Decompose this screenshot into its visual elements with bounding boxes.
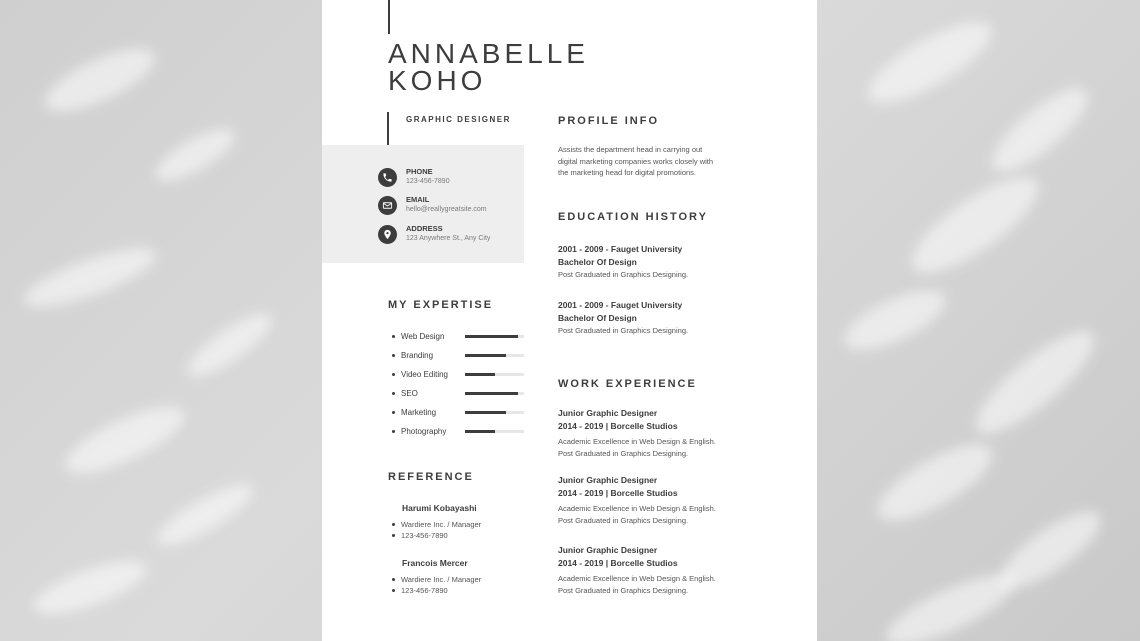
work-detail-2: Post Graduated in Graphics Designing. [558, 515, 689, 525]
skill-name: Branding [401, 350, 434, 360]
work-title: WORK EXPERIENCE [558, 378, 697, 390]
skill-name: Video Editing [401, 369, 448, 379]
skill-bar-fill [465, 335, 518, 338]
contact-phone [378, 167, 450, 187]
skill-bar-fill [465, 354, 506, 357]
contact-email [378, 195, 487, 215]
bullet-dot [392, 392, 395, 395]
work-role: Junior Graphic Designer [558, 408, 658, 418]
skill-item [392, 349, 524, 361]
work-detail-1: Academic Excellence in Web Design & English. [558, 437, 716, 446]
phone-label: PHONE [406, 167, 433, 176]
email-label: EMAIL [406, 195, 430, 204]
bullet-dot [392, 373, 395, 376]
bullet-dot [392, 523, 395, 526]
profile-title: PROFILE INFO [558, 115, 659, 127]
work-detail-2: Post Graduated in Graphics Designing. [558, 585, 689, 595]
skill-bar-fill [465, 430, 495, 433]
work-detail-2: Post Graduated in Graphics Designing. [558, 448, 689, 458]
work-item [558, 407, 716, 459]
mail-icon [378, 196, 397, 215]
bullet-dot [392, 578, 395, 581]
reference-phone-line [392, 585, 481, 596]
skill-name: Marketing [401, 407, 437, 417]
education-detail: Post Graduated in Graphics Designing. [558, 270, 689, 279]
education-item [558, 243, 688, 281]
work-role: Junior Graphic Designer [558, 475, 658, 485]
reference-name: Harumi Kobayashi [402, 503, 477, 513]
work-period: 2014 - 2019 | Borcelle Studios [558, 557, 678, 568]
bullet-dot [392, 354, 395, 357]
work-item [558, 544, 716, 596]
reference-company: Wardiere Inc. / Manager [401, 520, 482, 529]
education-title: EDUCATION HISTORY [558, 211, 708, 223]
address-value: 123 Anywhere St., Any City [406, 235, 491, 242]
education-item [558, 299, 688, 337]
skill-name: Photography [401, 426, 447, 436]
work-detail-1: Academic Excellence in Web Design & English. [558, 504, 716, 513]
skill-bar [465, 430, 524, 433]
reference-company-line [392, 519, 481, 530]
education-degree: Bachelor Of Design [558, 256, 637, 267]
resume-name [388, 40, 589, 94]
reference-phone: 123-456-7890 [401, 531, 448, 540]
profile-text [558, 144, 713, 179]
education-degree: Bachelor Of Design [558, 312, 637, 323]
skill-item [392, 406, 524, 418]
skill-item [392, 425, 524, 437]
skill-bar [465, 392, 524, 395]
work-detail-1: Academic Excellence in Web Design & English. [558, 574, 716, 583]
reference-title: REFERENCE [388, 471, 474, 483]
skill-item [392, 368, 524, 380]
location-pin-icon [378, 225, 397, 244]
reference-company-line [392, 574, 481, 585]
reference-phone: 123-456-7890 [401, 586, 448, 595]
skill-item [392, 387, 524, 399]
reference-item [392, 558, 481, 596]
work-period: 2014 - 2019 | Borcelle Studios [558, 420, 678, 431]
skill-bar-fill [465, 392, 518, 395]
phone-icon [378, 168, 397, 187]
bullet-dot [392, 335, 395, 338]
skill-bar [465, 373, 524, 376]
skill-item [392, 330, 524, 342]
profile-line: Assists the department head in carrying out [558, 145, 703, 154]
address-label: ADDRESS [406, 224, 443, 233]
email-value: hello@reallygreatsite.com [406, 206, 487, 213]
bullet-dot [392, 411, 395, 414]
job-title: GRAPHIC DESIGNER [406, 115, 511, 124]
work-role: Junior Graphic Designer [558, 545, 658, 555]
skill-bar-fill [465, 411, 506, 414]
reference-item [392, 503, 481, 541]
name-last: KOHO [388, 65, 487, 96]
reference-name: Francois Mercer [402, 558, 468, 568]
reference-phone-line [392, 530, 481, 541]
work-period: 2014 - 2019 | Borcelle Studios [558, 487, 678, 498]
education-detail: Post Graduated in Graphics Designing. [558, 326, 689, 335]
skill-bar-fill [465, 373, 495, 376]
skill-name: Web Design [401, 331, 445, 341]
expertise-title: MY EXPERTISE [388, 299, 494, 311]
education-years-school: 2001 - 2009 - Fauget University [558, 300, 683, 310]
work-item [558, 474, 716, 526]
education-years-school: 2001 - 2009 - Fauget University [558, 244, 683, 254]
skill-bar [465, 411, 524, 414]
bullet-dot [392, 534, 395, 537]
contact-address [378, 224, 490, 244]
accent-line-top [388, 0, 390, 34]
resume-page [322, 0, 817, 641]
bullet-dot [392, 430, 395, 433]
name-first: ANNABELLE [388, 38, 589, 69]
profile-line: digital marketing companies works closely with [558, 156, 714, 166]
bullet-dot [392, 589, 395, 592]
reference-company: Wardiere Inc. / Manager [401, 575, 482, 584]
profile-line: the marketing head for digital promotions. [558, 168, 696, 177]
skill-name: SEO [401, 388, 418, 398]
skill-bar [465, 354, 524, 357]
phone-value: 123-456-7890 [406, 178, 450, 185]
skill-bar [465, 335, 524, 338]
